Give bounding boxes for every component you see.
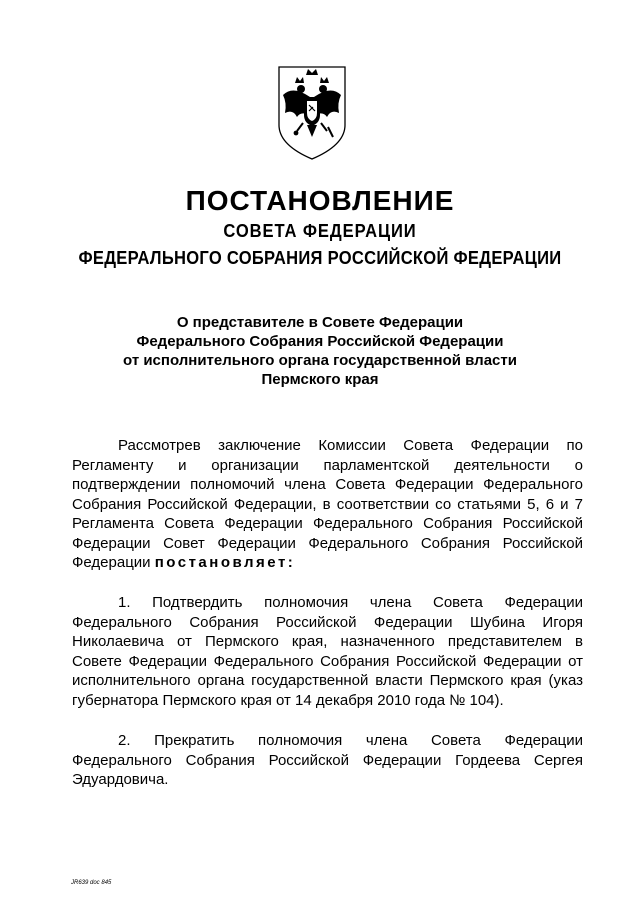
document-title: ПОСТАНОВЛЕНИЕ bbox=[185, 185, 455, 216]
item-2-block bbox=[72, 731, 583, 790]
subject-line: Пермского края bbox=[261, 371, 379, 388]
coat-of-arms-emblem bbox=[273, 63, 351, 163]
footer-code: JR639 doc 845 bbox=[71, 880, 112, 886]
item-1-block bbox=[72, 593, 583, 710]
document-subject bbox=[0, 313, 640, 389]
preamble-text: Рассмотрев заключение Комиссии Совета Федерации по Регламенту и организации парламентской деятельности о подтверждении полномочий члена Совета Федерации Федерального Собрания Российской Федерации, в соответствии со статьями 5, 6 и 7 Регламента Совета Федерации Федерального Собрания Российской Федерации Совет Федерации Федерального Собрания Российской Федерации bbox=[72, 437, 583, 571]
subject-line: О представителе в Совете Федерации bbox=[176, 314, 464, 331]
resolution-item-2: 2. Прекратить полномочия члена Совета Федерации Федерального Собрания Российской Федерации Гордеева Сергея Эдуардовича. bbox=[72, 732, 583, 788]
issuing-body-line1: СОВЕТА ФЕДЕРАЦИИ bbox=[223, 221, 417, 241]
issuing-body-line2: ФЕДЕРАЛЬНОГО СОБРАНИЯ РОССИЙСКОЙ ФЕДЕРАЦИИ bbox=[78, 248, 562, 268]
subject-line: от исполнительного органа государственной власти bbox=[123, 352, 517, 369]
resolves-keyword: постановляет: bbox=[154, 554, 296, 571]
preamble-block bbox=[72, 436, 583, 573]
subject-line: Федерального Собрания Российской Федерации bbox=[136, 333, 504, 350]
resolution-item-1: 1. Подтвердить полномочия члена Совета Федерации Федерального Собрания Российской Федерации Шубина Игоря Николаевича от Пермского края, назначенного представителем в Совете Федерации Федерального Собрания Российской Федерации от исполнительного органа государственной власти Пермского края (указ губернатора Пермского края от 14 декабря 2010 года № 104). bbox=[72, 594, 583, 709]
preamble-paragraph bbox=[72, 436, 583, 573]
